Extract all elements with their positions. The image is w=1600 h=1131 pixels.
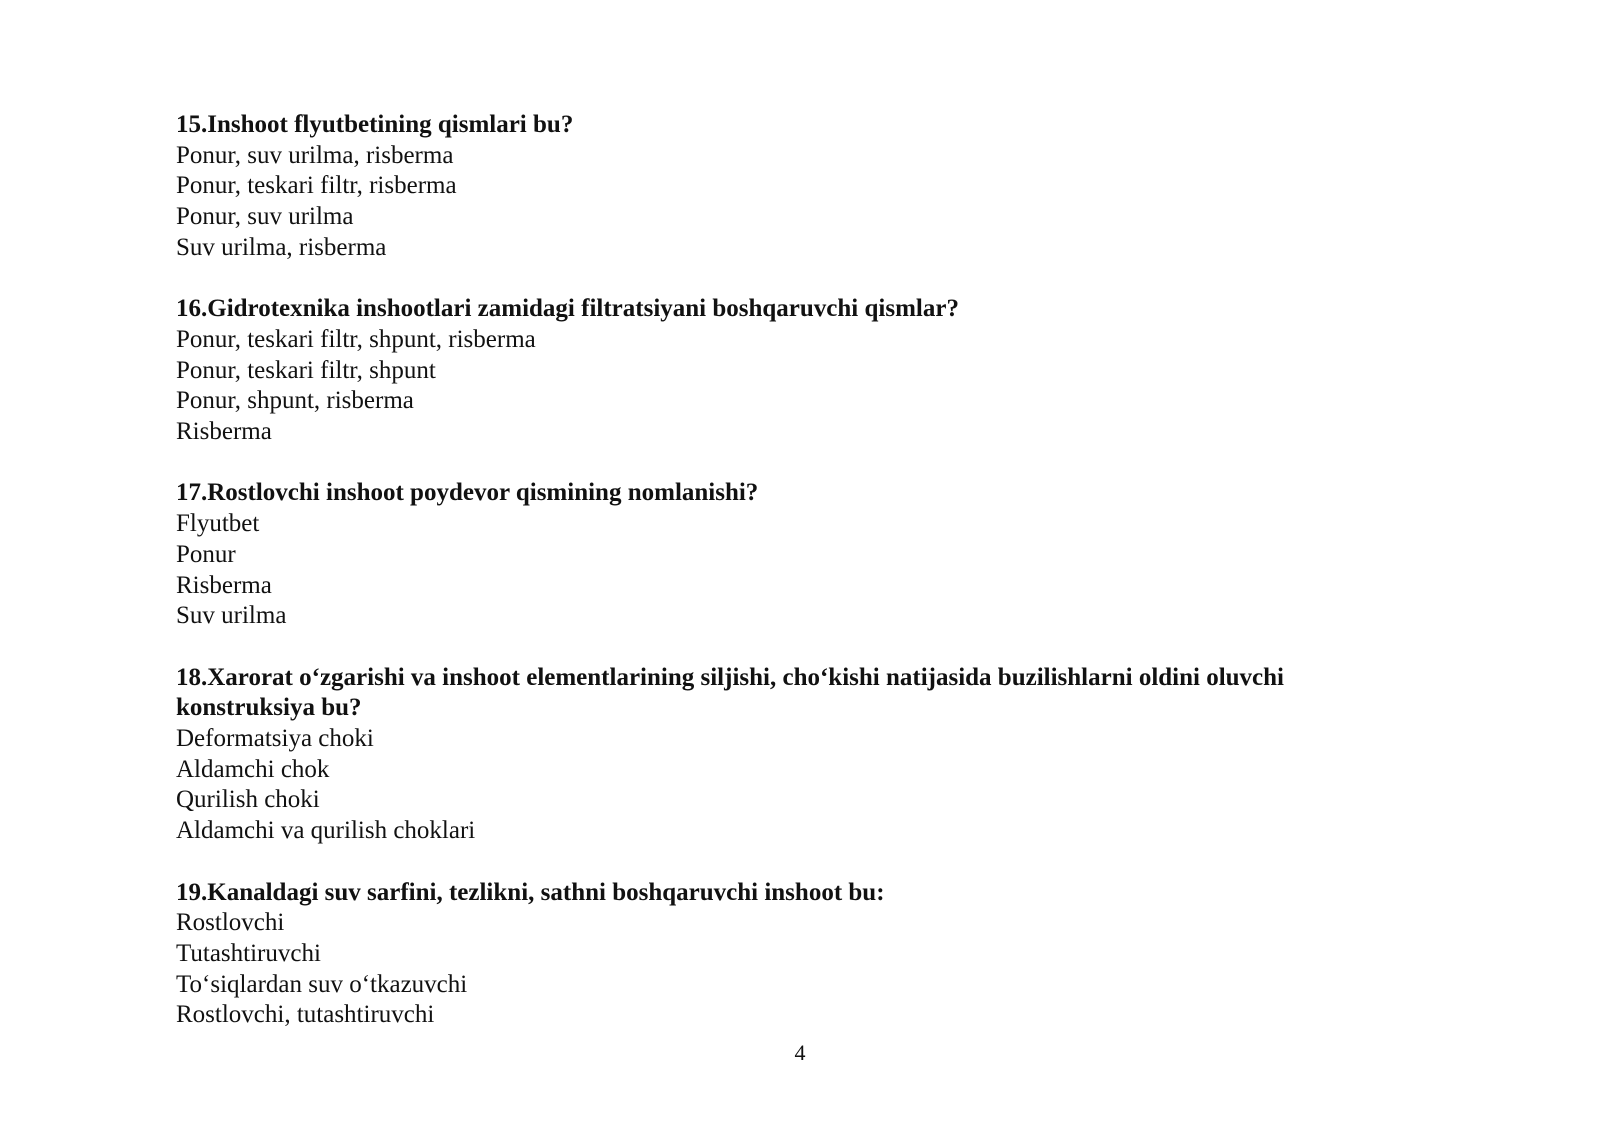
- question-title: 17.Rostlovchi inshoot poydevor qismining nomlanishi?: [176, 479, 759, 507]
- answer-option: Rostlovchi, tutashtiruvchi: [176, 1001, 435, 1029]
- answer-option: Rostlovchi: [176, 909, 285, 937]
- answer-option: Aldamchi va qurilish choklari: [176, 817, 476, 845]
- answer-option: Ponur, teskari filtr, risberma: [176, 172, 457, 200]
- answer-option: Qurilish choki: [176, 786, 320, 814]
- answer-option: Deformatsiya choki: [176, 725, 374, 753]
- question-16: [176, 294, 1416, 448]
- answer-option: Suv urilma, risberma: [176, 233, 387, 261]
- question-title: 19.Kanaldagi suv sarfini, tezlikni, sathni boshqaruvchi inshoot bu:: [176, 878, 885, 906]
- answer-option: Suv urilma: [176, 602, 287, 630]
- answer-option: Ponur, shpunt, risberma: [176, 387, 414, 415]
- question-title: 16.Gidrotexnika inshootlari zamidagi filtratsiyani boshqaruvchi qismlar?: [176, 295, 959, 323]
- document-page-content: [176, 110, 1416, 1031]
- question-19: [176, 878, 1416, 1032]
- answer-option: Aldamchi chok: [176, 755, 330, 783]
- answer-option: Tutashtiruvchi: [176, 939, 321, 967]
- page-number: 4: [794, 1040, 806, 1065]
- question-title: 18.Xarorat o‘zgarishi va inshoot elementlarining siljishi, cho‘kishi natijasida buzilishlarni oldini oluvchi konstruksiya bu?: [176, 663, 1285, 722]
- answer-option: Flyutbet: [176, 510, 260, 538]
- question-title: 15.Inshoot flyutbetining qismlari bu?: [176, 111, 574, 138]
- answer-option: Ponur, suv urilma, risberma: [176, 141, 454, 169]
- answer-option: Ponur: [176, 540, 236, 568]
- question-15: [176, 110, 1416, 264]
- answer-option: Ponur, teskari filtr, shpunt, risberma: [176, 325, 536, 353]
- answer-option: Ponur, suv urilma: [176, 203, 354, 231]
- answer-option: Risberma: [176, 571, 272, 599]
- answer-option: Ponur, teskari filtr, shpunt: [176, 356, 436, 384]
- answer-option: Risberma: [176, 418, 272, 446]
- question-18: [176, 663, 1416, 847]
- answer-option: To‘siqlardan suv o‘tkazuvchi: [176, 970, 468, 998]
- question-17: [176, 478, 1416, 632]
